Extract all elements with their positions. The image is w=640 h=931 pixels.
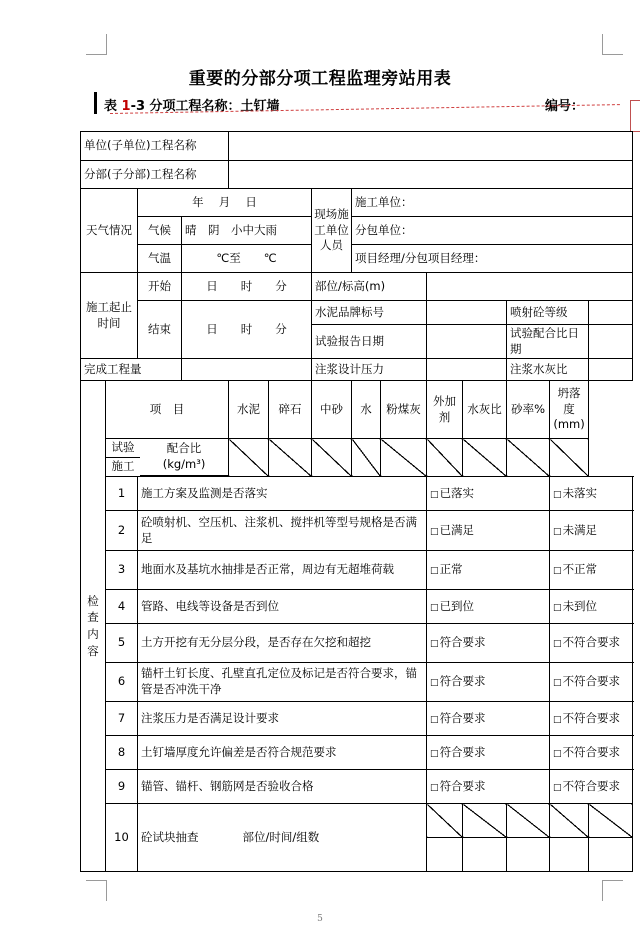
date-field[interactable]: 年 月 日: [138, 189, 312, 217]
option-yes[interactable]: □ 已满足: [427, 511, 550, 551]
check-row-number: 3: [106, 551, 138, 590]
sample-check-text: 砼试块抽查 部位/时间/组数: [138, 804, 427, 872]
shotcrete-grade-value[interactable]: [589, 301, 633, 325]
completed-quantity-label: 完成工程量: [81, 359, 182, 381]
project-managers-field[interactable]: 项目经理/分包项目经理：: [352, 245, 633, 273]
checkbox-icon[interactable]: [553, 599, 563, 613]
test-mix-date-label: 试验配合比日期: [507, 325, 589, 359]
sub-project-name-label: 分部(子分部)工程名称: [81, 161, 229, 189]
col-water-cement-ratio: 水灰比: [463, 381, 507, 439]
checkbox-icon[interactable]: [430, 599, 440, 613]
checkbox-icon[interactable]: [553, 523, 563, 537]
check-row-number: 7: [106, 702, 138, 736]
mix-ratio-label: 配合比 (kg/m³): [140, 439, 228, 475]
option-yes[interactable]: □ 符合要求: [427, 663, 550, 702]
checkbox-icon[interactable]: [430, 562, 440, 576]
site-personnel-label: 现场施工单位人员: [312, 189, 352, 273]
grout-pressure-label: 注浆设计压力: [312, 359, 427, 381]
checkbox-icon[interactable]: [553, 711, 563, 725]
option-no[interactable]: □ 不符合要求: [550, 663, 633, 702]
option-yes[interactable]: □ 正常: [427, 551, 550, 590]
check-item-text: 管路、电线等设备是否到位: [138, 590, 427, 624]
sample-cell[interactable]: [427, 838, 463, 872]
sample-cell[interactable]: [463, 838, 507, 872]
option-yes[interactable]: □ 符合要求: [427, 702, 550, 736]
start-time-field[interactable]: 日 时 分: [182, 273, 312, 301]
cement-brand-value[interactable]: [427, 301, 507, 325]
mix-cell-sand[interactable]: [312, 439, 352, 477]
cement-brand-label: 水泥品牌标号: [312, 301, 427, 325]
check-item-text: 土钉墙厚度允许偏差是否符合规范要求: [138, 736, 427, 770]
mix-cell-gravel[interactable]: [269, 439, 312, 477]
mix-cell-water[interactable]: [352, 439, 381, 477]
grout-pressure-value[interactable]: [427, 359, 507, 381]
climate-label: 气候: [138, 217, 182, 245]
col-admixture: 外加剂: [427, 381, 463, 439]
mix-cell-admixture[interactable]: [427, 439, 463, 477]
end-label: 结束: [138, 301, 182, 359]
subcontract-unit-field[interactable]: 分包单位：: [352, 217, 633, 245]
checkbox-icon[interactable]: [553, 562, 563, 576]
checkbox-icon[interactable]: [553, 745, 563, 759]
option-no[interactable]: □ 未满足: [550, 511, 633, 551]
test-report-date-label: 试验报告日期: [312, 325, 427, 359]
completed-quantity-value[interactable]: [182, 359, 312, 381]
serial-number-label: 编号：: [545, 99, 585, 114]
shotcrete-grade-label: 喷射砼等级: [507, 301, 589, 325]
unit-project-name-value[interactable]: [229, 132, 633, 161]
corner-mark-bottom-right: [602, 880, 623, 901]
corner-mark-bottom-left: [86, 880, 107, 901]
check-content-label: 检查内容: [81, 381, 106, 872]
sample-cell[interactable]: [427, 804, 463, 838]
temperature-label: 气温: [138, 245, 182, 273]
col-gravel: 碎石: [269, 381, 312, 439]
checkbox-icon[interactable]: [553, 674, 563, 688]
option-no[interactable]: □ 未落实: [550, 477, 633, 511]
check-row-number: 1: [106, 477, 138, 511]
checkbox-icon[interactable]: [430, 523, 440, 537]
option-no[interactable]: □ 未到位: [550, 590, 633, 624]
col-water: 水: [352, 381, 381, 439]
sample-cell[interactable]: [589, 804, 633, 838]
checkbox-icon[interactable]: [430, 486, 440, 500]
corner-mark-top-right: [602, 34, 623, 55]
check-row-number: 4: [106, 590, 138, 624]
col-slump: 坍落度(mm): [550, 381, 589, 439]
climate-options[interactable]: 晴 阴 小中大雨: [182, 217, 312, 245]
mix-ratio-label-cell: [106, 439, 229, 477]
grout-ratio-label: 注浆水灰比: [507, 359, 589, 381]
revision-mark-box: [630, 100, 640, 132]
form-title: 重要的分部分项工程监理旁站用表: [188, 69, 452, 89]
option-no[interactable]: □ 不符合要求: [550, 624, 633, 663]
construction-unit-field[interactable]: 施工单位：: [352, 189, 633, 217]
location-elevation-label: 部位/标高(m): [312, 273, 427, 301]
check-item-text: 注浆压力是否满足设计要求: [138, 702, 427, 736]
col-fly-ash: 粉煤灰: [381, 381, 427, 439]
option-yes[interactable]: □ 已落实: [427, 477, 550, 511]
construction-label: 施工: [111, 458, 135, 473]
option-no[interactable]: □ 不符合要求: [550, 736, 633, 770]
option-yes[interactable]: □ 符合要求: [427, 770, 550, 804]
location-elevation-value[interactable]: [427, 273, 633, 301]
construction-time-label: 施工起止时间: [81, 273, 138, 359]
sample-cell[interactable]: [463, 804, 507, 838]
check-row-number: 9: [106, 770, 138, 804]
checkbox-icon[interactable]: [430, 745, 440, 759]
check-row-number: 2: [106, 511, 138, 551]
option-no[interactable]: □ 不符合要求: [550, 770, 633, 804]
check-item-text: 锚管、锚杆、钢筋网是否验收合格: [138, 770, 427, 804]
check-item-text: 施工方案及监测是否落实: [138, 477, 427, 511]
test-report-date-value[interactable]: [427, 325, 507, 359]
sub-project-name-value[interactable]: [229, 161, 633, 189]
sample-cell[interactable]: [550, 838, 589, 872]
end-time-field[interactable]: 日 时 分: [182, 301, 312, 359]
mix-cell-fly-ash[interactable]: [381, 439, 427, 477]
check-item-text: 锚杆土钉长度、孔壁直孔定位及标记是否符合要求，锚管是否冲洗干净: [138, 663, 427, 702]
option-yes[interactable]: □ 符合要求: [427, 624, 550, 663]
checkbox-icon[interactable]: [430, 711, 440, 725]
check-row-number: 6: [106, 663, 138, 702]
option-no[interactable]: □ 不正常: [550, 551, 633, 590]
check-item-text: 砼喷射机、空压机、注浆机、搅拌机等型号规格是否满足: [138, 511, 427, 551]
sample-row-number: 10: [106, 804, 138, 872]
check-row-number: 5: [106, 624, 138, 663]
checkbox-icon[interactable]: [553, 635, 563, 649]
check-item-text: 土方开挖有无分层分段，是否存在欠挖和超挖: [138, 624, 427, 663]
checkbox-icon[interactable]: [430, 635, 440, 649]
inspection-form-table: [80, 131, 633, 872]
mix-cell-cement[interactable]: [229, 439, 269, 477]
grout-ratio-value[interactable]: [589, 359, 633, 381]
sample-cell[interactable]: [507, 838, 550, 872]
item-header: 项 目: [106, 381, 229, 439]
check-item-text: 地面水及基坑水抽排是否正常，周边有无超堆荷载: [138, 551, 427, 590]
option-yes[interactable]: □ 符合要求: [427, 736, 550, 770]
option-no[interactable]: □ 不符合要求: [550, 702, 633, 736]
col-cement: 水泥: [229, 381, 269, 439]
col-sand-ratio: 砂率%: [507, 381, 550, 439]
sample-cell[interactable]: [507, 804, 550, 838]
page-number: 5: [317, 914, 323, 924]
subheader-bar: [94, 92, 97, 114]
test-mix-date-value[interactable]: [589, 325, 633, 359]
temperature-field[interactable]: ℃至 ℃: [182, 245, 312, 273]
subheader-table-name: 表 1-3 分项工程名称：土钉墙: [104, 99, 280, 114]
weather-label: 天气情况: [81, 189, 138, 273]
checkbox-icon[interactable]: [553, 779, 563, 793]
start-label: 开始: [138, 273, 182, 301]
unit-project-name-label: 单位(子单位)工程名称: [81, 132, 229, 161]
checkbox-icon[interactable]: [553, 486, 563, 500]
check-row-number: 8: [106, 736, 138, 770]
corner-mark-top-left: [86, 34, 107, 55]
col-sand: 中砂: [312, 381, 352, 439]
option-yes[interactable]: □ 已到位: [427, 590, 550, 624]
checkbox-icon[interactable]: [430, 674, 440, 688]
sample-cell[interactable]: [589, 838, 633, 872]
sample-cell[interactable]: [550, 804, 589, 838]
checkbox-icon[interactable]: [430, 779, 440, 793]
mix-cell-water-cement-ratio[interactable]: [463, 439, 507, 477]
mix-cell-slump[interactable]: [550, 439, 589, 477]
mix-cell-sand-ratio[interactable]: [507, 439, 550, 477]
test-label: 试验: [106, 439, 140, 457]
